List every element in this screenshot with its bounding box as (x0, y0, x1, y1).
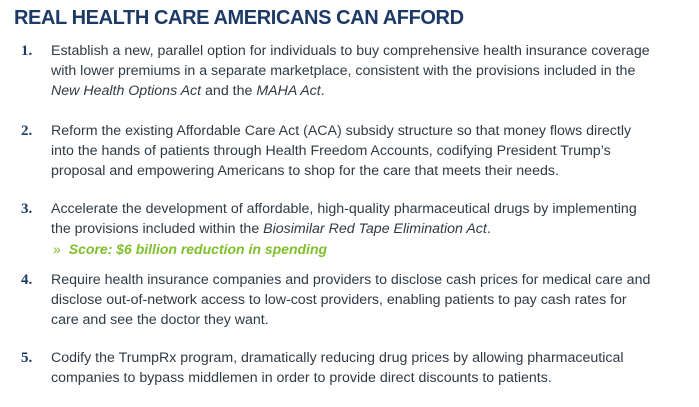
item-line: companies to bypass middlemen in order to provide direct discounts to patients. (51, 370, 552, 386)
item-line: Establish a new, parallel option for individuals to buy comprehensive health insurance coverage (51, 43, 650, 59)
item-line: care and see the doctor they want. (51, 312, 269, 328)
item-line: Reform the existing Affordable Care Act (ACA) subsidy structure so that money flows directly (51, 123, 632, 139)
item-text (51, 41, 691, 101)
item-number: 1. (21, 43, 33, 59)
text-segment: . (486, 221, 491, 237)
item-line: with lower premiums in a separate marketplace, consistent with the provisions included in the (51, 63, 636, 79)
item-line: into the hands of patients through Health Freedom Accounts, codifying President Trump’s (51, 143, 611, 159)
item-line: proposal and empowering Americans to shop for the care that meets their needs. (51, 163, 559, 179)
text-segment: . (320, 83, 325, 99)
text-segment: the provisions included within the (51, 221, 264, 237)
score-text: Score: $6 billion reduction in spending (68, 241, 328, 257)
item-line (51, 219, 691, 239)
item-line (51, 81, 691, 101)
item-number: 3. (21, 201, 33, 217)
act-name: New Health Options Act (51, 83, 202, 99)
score-callout (51, 239, 691, 259)
item-text (51, 199, 691, 259)
item-line: Codify the TrumpRx program, dramatically reducing drug prices by allowing pharmaceutical (51, 350, 624, 366)
page-title: REAL HEALTH CARE AMERICANS CAN AFFORD (14, 7, 464, 29)
act-name: Biosimilar Red Tape Elimination Act (263, 221, 487, 237)
text-segment: and the (201, 83, 257, 99)
item-number: 5. (21, 350, 33, 366)
act-name: MAHA Act (256, 83, 321, 99)
item-text (51, 121, 691, 181)
item-line: disclose out-of-network access to low-cost providers, enabling patients to pay cash rates for (51, 292, 627, 308)
chevron-right-icon: » (53, 241, 61, 257)
item-number: 4. (21, 272, 33, 288)
item-line: Require health insurance companies and providers to disclose cash prices for medical care and (51, 272, 651, 288)
item-number: 2. (21, 123, 33, 139)
item-text (51, 348, 691, 388)
item-line: Accelerate the development of affordable, high-quality pharmaceutical drugs by implementing (51, 201, 637, 217)
item-text (51, 270, 691, 330)
